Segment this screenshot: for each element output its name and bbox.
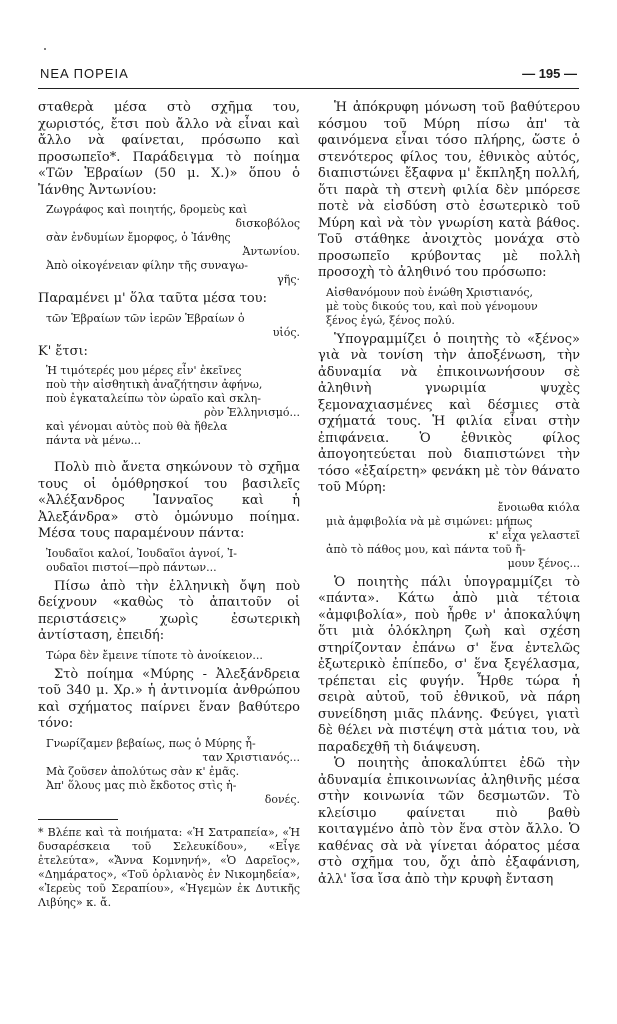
verse-line: μὲ τοὺς δικούς του, καὶ ποὺ γένομουν <box>326 299 538 313</box>
verse-line: υἱός. <box>272 325 300 339</box>
verse-line: Ζωγράφος καὶ ποιητής, δρομεὺς καὶ <box>46 203 248 216</box>
verse-line: πάντα νὰ μένω... <box>46 434 141 447</box>
page-speck <box>44 48 46 50</box>
verse-line: τῶν Ἑβραίων τῶν ἱερῶν Ἑβραίων ὁ <box>46 311 245 325</box>
paragraph: σταθερὰ μέσα στὸ σχῆμα του, χωριστός, ἔτσι ποὺ ἄλλο νὰ εἶναι καὶ ἄλλο νὰ φαίνεται, πρόσωπο καὶ προσωπεῖο*. Παράδειγμα τὸ ποίημα «Τῶν Ἑβραίων (50 μ. Χ.)» ὅπου ὁ Ἰάνθης Ἀντωνίου: <box>38 100 300 198</box>
paragraph: Κ' ἔτσι: <box>38 343 88 359</box>
paragraph: Στὸ ποίημα «Μύρης - Ἀλεξάνδρεια τοῦ 340 μ. Χρ.» ἡ ἀντινομία ἀνθρώπου καὶ σχήματος παίρνει ἕναν βαθύτερο τόνο: <box>38 666 300 731</box>
left-column <box>38 100 300 910</box>
verse-line: Ἀντωνίου. <box>242 245 300 258</box>
verse-line: Ἰουδαῖοι καλοί, Ἰουδαῖοι ἁγνοί, Ἰ- <box>46 546 237 560</box>
verse-quote <box>46 203 300 287</box>
journal-title: ΝΕΑ ΠΟΡΕΙΑ <box>40 66 129 81</box>
verse-line: Ἀπὸ οἰκογένειαν φίλην τῆς συναγω- <box>46 259 248 272</box>
verse-line: καὶ γένομαι αὐτὸς ποὺ θὰ ἤθελα <box>46 420 228 433</box>
footnote: * Βλέπε καὶ τὰ ποιήματα: «Ἡ Σατραπεία», «Ἡ δυσαρέσκεια τοῦ Σελευκίδου», «Εἶγε ἐτελεύτα», «Ἄννα Κομνηνή», «Ὁ Δαρεῖος», «Δημάρατος», «Τοῦ ὀρλιανὸς ἐν Νικομηδεία», «Ἱερεὺς τοῦ Σεραπίου», «Ἡγεμὼν ἐκ Δυτικῆς Λιβύης» κ. ἄ. <box>38 825 300 909</box>
verse-line: Αἰσθανόμουν ποὺ ἑνώθη Χριστιανός, <box>326 285 533 299</box>
verse-quote <box>46 312 300 340</box>
verse-line: δονές. <box>264 792 300 806</box>
paragraph: Πολὺ πιὸ ἄνετα σηκώνουν τὸ σχῆμα τους οἱ ὁμόθρησκοί του βασιλεῖς «Ἀλέξανδρος Ἰανναῖος καὶ ἡ Ἀλεξάνδρα» στὸ ὁμώνυμο ποίημα. Μέσα τους παραμένουν πάντα: <box>38 460 300 541</box>
verse-line: ποὺ τὴν αἰσθητικὴ ἀναζήτησιν ἀφήνω, <box>46 378 263 391</box>
verse-line: Ἀπ' ὅλους μας πιὸ ἔκδοτος στὶς ἡ- <box>46 778 237 792</box>
running-head <box>40 66 577 81</box>
verse-line: κ' εἶχα γελαστεῖ <box>488 528 580 542</box>
verse-line: ουδαῖοι πιστοί—πρὸ πάντων... <box>46 560 217 574</box>
verse-quote <box>326 286 580 328</box>
verse-line: ἀπὸ τὸ πάθος μου, καὶ πάντα τοῦ ἤ- <box>326 542 526 556</box>
paragraph: Παραμένει μ' ὅλα ταῦτα μέσα του: <box>38 291 267 306</box>
header-rule <box>38 88 579 89</box>
verse-line: ταν Χριστιανός... <box>202 750 300 764</box>
verse-line: Τώρα δὲν ἔμεινε τίποτε τὸ ἀνοίκειον... <box>46 648 263 662</box>
paragraph: Ὁ ποιητὴς πάλι ὑπογραμμίζει τὸ «πάντα». Κάτω ἀπὸ μιὰ τέτοια «ἀμφιβολία», ποὺ ἦρθε ν' ἀποκαλύψη ὅτι μιὰ ὁλόκληρη ζωὴ καὶ σχέση στηρίζονταν ἐπάνω σ' ἕνα ἐντελῶς ἐξωτερικὸ ἐπίπεδο, σ' ἕνα ξεγέλασμα, τρέπεται εἰς φυγήν. Ἦρθε τώρα ἡ σειρὰ αὐτοῦ, τοῦ ἐθνικοῦ, νὰ πάρη συνείδηση μιᾶς πλάνης. Φεύγει, γιατὶ δὲ θέλει νὰ πιστέψη στὰ μάτια του, νὰ παραδεχθῆ τὴ διάψευση. <box>318 574 580 755</box>
verse-line: σὰν ἐνδυμίων ἔμορφος, ὁ Ἰάνθης <box>46 231 231 244</box>
verse-line: Μὰ ζοῦσεν ἀπολύτως σὰν κ' ἐμᾶς. <box>46 764 240 778</box>
verse-quote <box>46 547 300 575</box>
verse-quote <box>326 501 580 571</box>
verse-line: ποὺ ἐγκαταλείπω τὸν ὡραῖο καὶ σκλη- <box>46 392 261 405</box>
page-number: — 195 — <box>522 66 577 81</box>
verse-line: ἔνοιωθα κιόλα <box>497 500 580 514</box>
verse-line: Ἡ τιμότερές μου μέρες εἶν' ἐκεῖνες <box>46 364 242 377</box>
footnote-rule <box>38 819 118 820</box>
right-column <box>318 100 580 888</box>
verse-quote <box>46 364 300 448</box>
verse-line: ρὸν Ἑλληνισμό... <box>204 406 300 419</box>
verse-line: γῆς· <box>277 273 300 286</box>
paragraph: Ὁ ποιητὴς ἀποκαλύπτει ἐδῶ τὴν ἀδυναμία ἐπικοινωνίας ἀληθινῆς μέσα στὴν κοινωνία τῶν δεσμωτῶν. Τὸ κλείσιμο φαίνεται πιὸ βαθὺ κοιταγμένο ἀπὸ τὸν ἕνα στὸν ἄλλο. Ὁ καθένας σὰ νὰ γίνεται ἀόρατος μέσα στὸ σχῆμα του, ὄχι ἀπὸ ἐξαφάνιση, ἀλλ' ἴσα ἴσα ἀπὸ τὴν κρυφὴ ἔνταση <box>318 756 580 887</box>
verse-line: ξένος ἐγώ, ξένος πολύ. <box>326 313 455 327</box>
paragraph: Πίσω ἀπὸ τὴν ἑλληνικὴ ὄψη ποὺ δείχνουν «καθὼς τὸ ἀπαιτοῦν οἱ περιστάσεις» χωρὶς ἐσωτερικὴ ἀντίσταση, ἐπειδή: <box>38 578 300 643</box>
paragraph: Ὑπογραμμίζει ὁ ποιητὴς τὸ «ξένος» γιὰ νὰ τονίση τὴν ἀποξένωση, τὴν ἀδυναμία νὰ ἐπικοινωνήσουν σὲ ἀληθινὴ γνωριμία ψυχὲς ξεμοναχιασμένες καὶ δέσμιες στὰ σχήματά τους. Ἡ φιλία εἶναι στὴν ἐπιφάνεια. Ὁ ἐθνικὸς φίλος ἀπογοητεύεται ποὺ διαπιστώνει τὴν τόσο «ἐξαίρετη» φενάκη μὲ τὸν θάνατο τοῦ Μύρη: <box>318 331 580 495</box>
verse-quote <box>46 737 300 807</box>
verse-quote <box>46 649 300 663</box>
verse-line: Γνωρίζαμεν βεβαίως, πως ὁ Μύρης ἦ- <box>46 736 256 750</box>
verse-line: δισκοβόλος <box>235 217 300 230</box>
verse-line: μιὰ ἀμφιβολία νὰ μὲ σιμώνει: μήπως <box>326 514 533 528</box>
verse-line: μουν ξένος... <box>507 556 580 570</box>
paragraph: Ἡ ἀπόκρυφη μόνωση τοῦ βαθύτερου κόσμου τοῦ Μύρη πίσω ἀπ' τὰ φαινόμενα εἶναι τόσο πλήρης, ὥστε ὁ στενότερος φίλος του, ἐθνικὸς αὐτός, διαπιστώνει ἔξαφνα μ' ἔκπληξη πολλή, ὅτι παρὰ τὴ στενὴ φιλία δὲν μπόρεσε ποτὲ νὰ εἰσδύση στὸ ἐσωτερικὸ τοῦ Μύρη καὶ νὰ τὸν γνωρίση κατὰ βάθος. Τοῦ στάθηκε ἀνοιχτὸς μονάχα στὸ προσωπεῖο κρύβοντας μὲ πολλὴ προσοχὴ τὸ ἀληθινό του πρόσωπο: <box>318 100 580 280</box>
